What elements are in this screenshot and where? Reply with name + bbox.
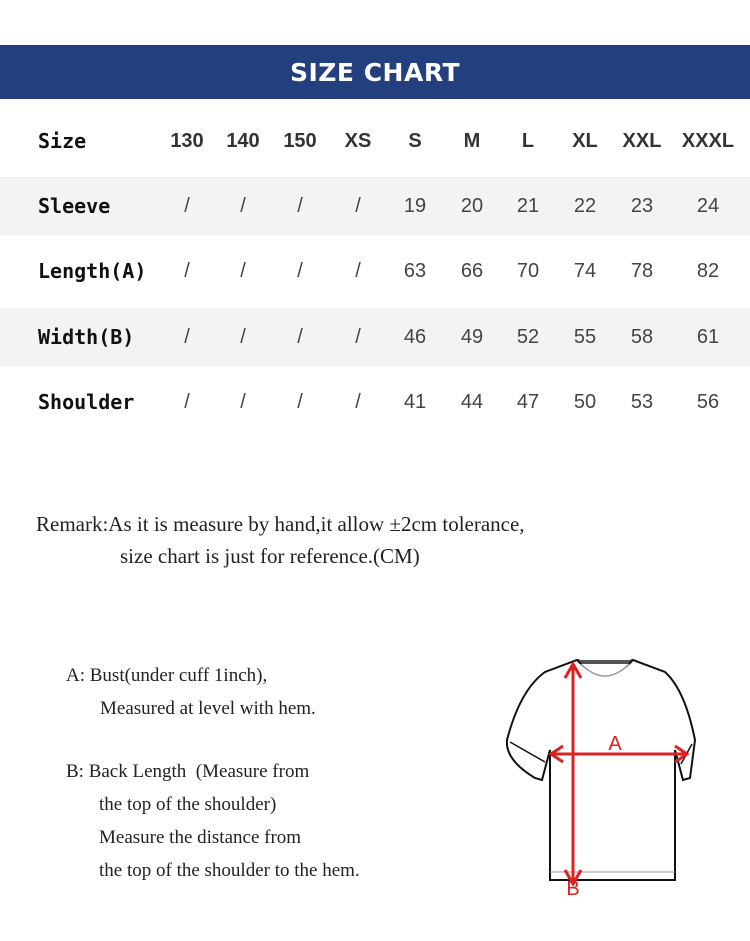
table-cell: 82 (696, 260, 720, 282)
table-cell: 41 (403, 391, 427, 413)
row-label: Sleeve (38, 194, 111, 218)
table-cell: / (240, 326, 246, 348)
table-cell: 63 (403, 260, 427, 282)
note-b-line-4: the top of the shoulder to the hem. (99, 860, 360, 881)
table-cell: 22 (573, 195, 597, 217)
size-header-cell: XXXL (681, 130, 735, 152)
label-b: B (566, 878, 580, 900)
note-a-line-1: A: Bust(under cuff 1inch), (66, 665, 268, 686)
note-b-line-1: B: Back Length (Measure from (66, 761, 310, 782)
table-cell: 23 (630, 195, 654, 217)
row-label: Length(A) (38, 259, 147, 283)
remark-line-2: size chart is just for reference.(CM) (120, 544, 420, 568)
note-b-line-2: the top of the shoulder) (99, 794, 277, 815)
table-cell: / (355, 326, 361, 348)
table-row (0, 177, 750, 235)
size-header-cell: XXL (622, 130, 662, 152)
table-cell: 55 (573, 326, 597, 348)
page-title: SIZE CHART (289, 57, 460, 87)
table-cell: / (240, 195, 246, 217)
size-header-cell: 150 (283, 130, 317, 152)
table-cell: / (297, 195, 303, 217)
row-label: Width(B) (38, 325, 135, 349)
row-label: Shoulder (38, 390, 135, 414)
tshirt-diagram (495, 650, 715, 900)
table-cell: / (355, 195, 361, 217)
table-cell: 53 (630, 391, 654, 413)
table-row (0, 242, 750, 300)
table-cell: 70 (516, 260, 540, 282)
size-header-cell: S (408, 130, 422, 152)
table-cell: 20 (460, 195, 484, 217)
title-banner (0, 45, 750, 99)
table-cell: / (184, 195, 190, 217)
table-cell: / (240, 260, 246, 282)
table-cell: 74 (573, 260, 597, 282)
table-cell: / (184, 260, 190, 282)
table-cell: 24 (696, 195, 720, 217)
table-cell: 66 (460, 260, 484, 282)
size-header-cell: M (463, 130, 481, 152)
note-b-line-3: Measure the distance from (99, 827, 302, 848)
table-cell: / (184, 326, 190, 348)
row-label: Size (38, 129, 87, 153)
tshirt-outline (507, 660, 695, 880)
table-cell: / (355, 260, 361, 282)
note-a-line-2: Measured at level with hem. (100, 698, 316, 719)
table-cell: / (355, 391, 361, 413)
size-header-cell: 140 (226, 130, 260, 152)
table-row (0, 308, 750, 366)
table-cell: 50 (573, 391, 597, 413)
table-cell: 19 (403, 195, 427, 217)
remark-line-1: Remark:As it is measure by hand,it allow ±2cm tolerance, (36, 512, 525, 536)
table-row (0, 373, 750, 431)
table-cell: / (184, 391, 190, 413)
table-cell: 21 (516, 195, 540, 217)
table-cell: 58 (630, 326, 654, 348)
table-cell: 61 (696, 326, 720, 348)
table-cell: 78 (630, 260, 654, 282)
table-cell: 52 (516, 326, 540, 348)
table-cell: 47 (516, 391, 540, 413)
table-cell: / (297, 260, 303, 282)
table-cell: 46 (403, 326, 427, 348)
table-cell: 49 (460, 326, 484, 348)
size-header-cell: XL (572, 130, 598, 152)
size-header-cell: 130 (170, 130, 204, 152)
table-cell: / (240, 391, 246, 413)
size-header-cell: XS (344, 130, 372, 152)
label-a: A (608, 733, 622, 755)
table-header-row (0, 112, 750, 170)
table-cell: 44 (460, 391, 484, 413)
size-header-cell: L (521, 130, 535, 152)
table-cell: 56 (696, 391, 720, 413)
table-cell: / (297, 326, 303, 348)
table-cell: / (297, 391, 303, 413)
